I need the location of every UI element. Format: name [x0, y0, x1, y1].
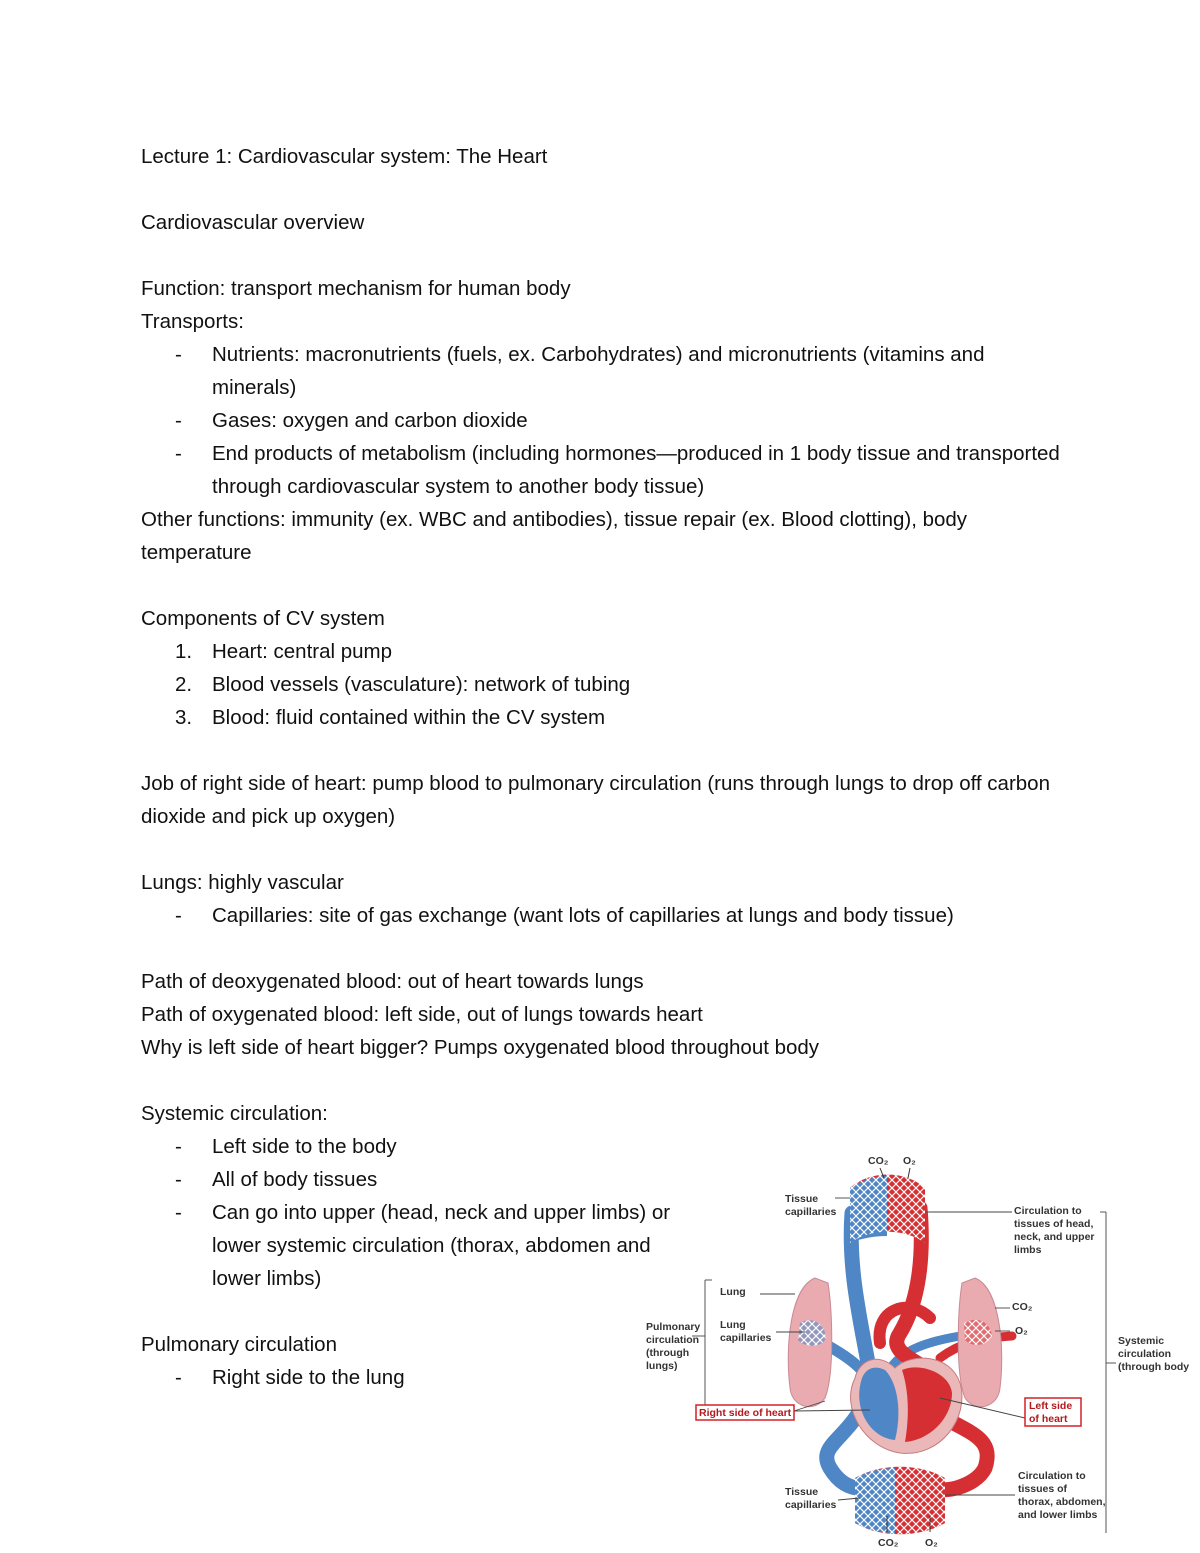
pulmonary-heading: Pulmonary circulation	[141, 1333, 337, 1356]
bullet-dash: -	[175, 409, 182, 432]
upper-tissue-capillaries	[850, 1175, 925, 1244]
bullet-dash: -	[175, 343, 182, 366]
bottom-o2-label: O₂	[925, 1537, 938, 1549]
item-number: 2.	[175, 673, 193, 696]
lung-label: Lung	[720, 1286, 746, 1298]
bullet-dash: -	[175, 1135, 182, 1158]
right-co2-label: CO₂	[1012, 1301, 1033, 1313]
list-item: - All of body tissues	[141, 1163, 1071, 1196]
numbered-item: 1. Heart: central pump	[141, 635, 1071, 668]
list-item: - Right side to the lung	[141, 1361, 1071, 1394]
left-side-label: Left side of heart	[1029, 1400, 1073, 1425]
lung-capillaries-label: Lung capillaries	[720, 1319, 772, 1344]
numbered-item: 2. Blood vessels (vasculature): network of tubing	[141, 668, 1071, 701]
list-item: - Can go into upper (head, neck and upper limbs) or lower systemic circulation (thorax, abdomen and lower limbs)	[141, 1196, 682, 1295]
function-line: Function: transport mechanism for human body	[141, 277, 571, 300]
right-side-job: Job of right side of heart: pump blood to pulmonary circulation (runs through lungs to drop off carbon dioxide and pick up oxygen)	[141, 772, 1050, 828]
left-lung	[788, 1278, 831, 1407]
other-functions: Other functions: immunity (ex. WBC and antibodies), tissue repair (ex. Blood clotting), body temperature	[141, 508, 968, 564]
item-number: 3.	[175, 706, 193, 729]
top-co2-label: CO₂	[868, 1155, 889, 1167]
upper-tissue-capillaries-label: Tissue capillaries	[785, 1193, 837, 1218]
right-lung	[958, 1278, 1001, 1407]
bullet-dash: -	[175, 1168, 182, 1191]
left-side-question: Why is left side of heart bigger? Pumps oxygenated blood throughout body	[141, 1036, 820, 1059]
heart-drawing	[851, 1358, 962, 1453]
components-heading: Components of CV system	[141, 607, 385, 630]
top-o2-label: O₂	[903, 1155, 916, 1167]
bullet-dash: -	[175, 442, 182, 465]
path-deoxygenated: Path of deoxygenated blood: out of heart towards lungs	[141, 970, 644, 993]
list-item: - Gases: oxygen and carbon dioxide	[141, 404, 1071, 437]
circulation-svg	[640, 1148, 1200, 1553]
overview-heading: Cardiovascular overview	[141, 211, 365, 234]
bullet-dash: -	[175, 1366, 182, 1389]
upper-circulation-label: Circulation to tissues of head, neck, and upper limbs	[1014, 1205, 1095, 1256]
transports-heading: Transports:	[141, 310, 244, 333]
pulmonary-circulation-label: Pulmonary circulation (through lungs)	[646, 1321, 701, 1372]
right-o2-label: O₂	[1015, 1325, 1028, 1337]
path-oxygenated: Path of oxygenated blood: left side, out of lungs towards heart	[141, 1003, 703, 1026]
list-item: - Nutrients: macronutrients (fuels, ex. Carbohydrates) and micronutrients (vitamins and minerals)	[141, 338, 1071, 404]
systemic-circulation-label: Systemic circulation (through body	[1118, 1335, 1190, 1373]
circulation-diagram	[640, 1148, 1200, 1553]
item-number: 1.	[175, 640, 193, 663]
lower-circulation-label: Circulation to tissues of thorax, abdomen, and lower limbs	[1018, 1470, 1106, 1521]
list-item: - Left side to the body	[141, 1130, 1071, 1163]
lungs-heading: Lungs: highly vascular	[141, 871, 344, 894]
lower-tissue-capillaries-label: Tissue capillaries	[785, 1486, 837, 1511]
right-side-label: Right side of heart	[699, 1407, 792, 1419]
bottom-co2-label: CO₂	[878, 1537, 899, 1549]
list-item: - End products of metabolism (including hormones—produced in 1 body tissue and transported through cardiovascular system to another body tissue)	[141, 437, 1071, 503]
list-item: - Capillaries: site of gas exchange (want lots of capillaries at lungs and body tissue)	[141, 899, 1071, 932]
systemic-heading: Systemic circulation:	[141, 1102, 328, 1125]
lecture-title: Lecture 1: Cardiovascular system: The Heart	[141, 145, 548, 168]
bullet-dash: -	[175, 904, 182, 927]
bullet-dash: -	[175, 1201, 182, 1224]
numbered-item: 3. Blood: fluid contained within the CV system	[141, 701, 1071, 734]
lower-tissue-capillaries	[855, 1467, 945, 1535]
